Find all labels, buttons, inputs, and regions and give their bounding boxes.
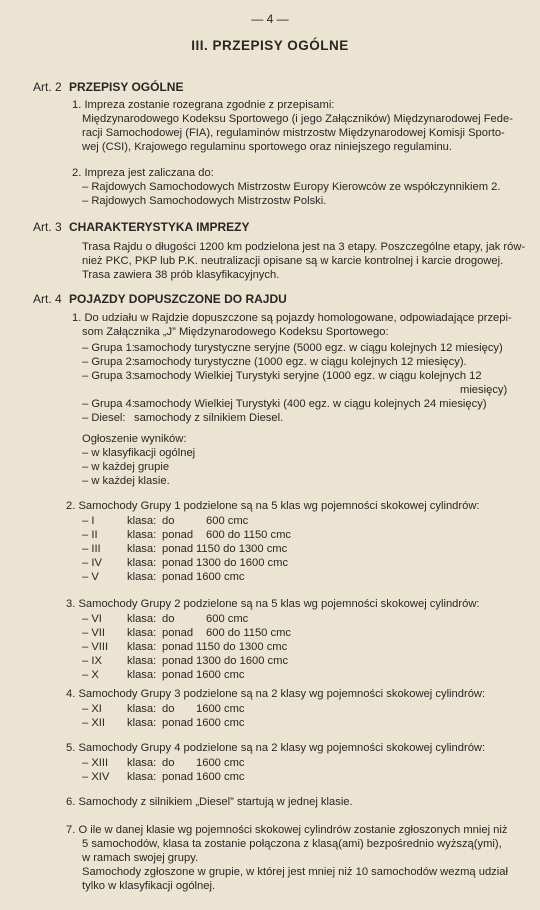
p4-heading: 4. Samochody Grupy 3 podzielone są na 2 klasy wg pojemności skokowej cylindrów: [66,688,486,700]
p3-heading: 3. Samochody Grupy 2 podzielone są na 5 klas wg pojemności skokowej cylindrów: [66,598,480,610]
class-roman: – XI [82,703,102,715]
art2-p2-line: – Rajdowych Samochodowych Mistrzostw Europy Kierowców ze współczynnikiem 2. [82,181,501,193]
class-klasa: klasa: [127,655,157,667]
class-roman: – III [82,543,101,555]
class-roman: – VIII [82,641,109,653]
results-item: – w klasyfikacji ogólnej [82,447,196,459]
class-cond: ponad [162,771,194,783]
class-klasa: klasa: [127,669,157,681]
class-cond: ponad [162,543,194,555]
p6-line: 6. Samochody z silnikiem „Diesel” startują w jednej klasie. [66,796,353,808]
art-title: POJAZDY DOPUSZCZONE DO RAJDU [69,292,287,306]
class-klasa: klasa: [127,757,157,769]
art4-heading [33,292,287,306]
group-label: – Grupa 1: [82,342,135,354]
group-label: – Grupa 2: [82,356,135,368]
art2-heading [33,80,183,94]
class-range: 1300 do 1600 cmc [196,655,289,667]
art4-p1-line: som Załącznika „J” Międzynarodowego Kodeksu Sportowego: [82,326,389,338]
group-label: – Diesel: [82,412,126,424]
class-cond: do [162,703,175,715]
class-range: 1150 do 1300 cmc [196,543,288,555]
art-number: Art. 3 [33,220,62,234]
results-heading: Ogłoszenie wyników: [82,433,187,445]
class-klasa: klasa: [127,627,157,639]
group-text: samochody turystyczne seryjne (5000 egz. w ciągu kolejnych 12 miesięcy) [134,342,503,354]
art2-p2-line: – Rajdowych Samochodowych Mistrzostw Polski. [82,195,327,207]
art-title: CHARAKTERYSTYKA IMPREZY [69,220,250,234]
class-klasa: klasa: [127,557,157,569]
class-klasa: klasa: [127,771,157,783]
class-roman: – XIV [82,771,110,783]
class-range: 600 do 1150 cmc [206,529,291,541]
art3-heading [33,220,249,234]
class-range: 600 cmc [206,515,249,527]
p5-heading: 5. Samochody Grupy 4 podzielone są na 2 klasy wg pojemności skokowej cylindrów: [66,742,486,754]
page-number: — 4 — [251,12,289,26]
art-number: Art. 4 [33,292,62,306]
art2-p1-line: 1. Impreza zostanie rozegrana zgodnie z przepisami: [72,99,335,111]
class-range: 1600 cmc [196,703,245,715]
group-label: – Grupa 3: [82,370,135,382]
class-roman: – IV [82,557,102,569]
group-label: – Grupa 4: [82,398,135,410]
class-klasa: klasa: [127,641,157,653]
group-text: samochody turystyczne (1000 egz. w ciągu kolejnych 12 miesięcy). [134,356,467,368]
art2-p1-line: wej (CSI), Krajowego regulaminu sportowego oraz niniejszego regulaminu. [82,141,452,153]
class-klasa: klasa: [127,703,157,715]
art-title: PRZEPISY OGÓLNE [69,80,184,94]
art3-line: Trasa Rajdu o długości 1200 km podzielona jest na 3 etapy. Poszczególne etapy, jak rów- [82,241,526,253]
class-range: 1600 cmc [196,757,245,769]
art2-p1-line: racji Samochodowej (FIA), regulaminów mistrzostw Międzynarodowej Komisji Sporto- [82,127,505,139]
class-cond: ponad [162,529,194,541]
p7-line: w ramach swojej grupy. [82,852,199,864]
p2-heading: 2. Samochody Grupy 1 podzielone są na 5 klas wg pojemności skokowej cylindrów: [66,500,480,512]
art-number: Art. 2 [33,80,62,94]
class-range: 1150 do 1300 cmc [196,641,288,653]
class-roman: – XII [82,717,106,729]
art2-p1-line: Międzynarodowego Kodeksu Sportowego (i jego Załączników) Międzynarodowej Fede- [82,113,513,125]
class-range: 600 do 1150 cmc [206,627,291,639]
section-title: III. PRZEPISY OGÓLNE [191,38,349,53]
art2-p2-line: 2. Impreza jest zaliczana do: [72,167,214,179]
class-cond: do [162,515,175,527]
class-range: 1600 cmc [196,571,245,583]
class-cond: ponad [162,669,194,681]
class-klasa: klasa: [127,543,157,555]
group-text: samochody Wielkiej Turystyki (400 egz. w ciągu kolejnych 24 miesięcy) [134,398,487,410]
p7-line: 5 samochodów, klasa ta zostanie połączona z klasą(ami) bezpośrednio wyższą(ymi), [82,838,502,850]
class-cond: ponad [162,717,194,729]
class-range: 1600 cmc [196,717,245,729]
class-klasa: klasa: [127,515,157,527]
p7-line: 7. O ile w danej klasie wg pojemności skokowej cylindrów zostanie zgłoszonych mniej niż [66,824,508,836]
art4-p1-line: 1. Do udziału w Rajdzie dopuszczone są pojazdy homologowane, odpowiadające przepi- [72,312,512,324]
group-text: miesięcy) [460,384,508,396]
class-roman: – XIII [82,757,109,769]
class-range: 600 cmc [206,613,249,625]
class-cond: ponad [162,557,194,569]
p7-line: tylko w klasyfikacji ogólnej. [82,880,216,892]
art3-line: Trasa zawiera 38 prób klasyfikacyjnych. [82,269,280,281]
class-cond: ponad [162,641,194,653]
class-cond: ponad [162,571,194,583]
class-klasa: klasa: [127,529,157,541]
class-roman: – VII [82,627,106,639]
group-text: samochody z silnikiem Diesel. [134,412,284,424]
art3-line: nież PKC, PKP lub P.K. neutralizacji opisane są w karcie kontrolnej i karcie drogowej. [82,255,504,267]
results-item: – w każdej klasie. [82,475,170,487]
p7-line: Samochody zgłoszone w grupie, w której jest mniej niż 10 samochodów wezmą udział [82,866,508,878]
class-roman: – X [82,669,99,681]
group-text: samochody Wielkiej Turystyki seryjne (1000 egz. w ciągu kolejnych 12 [134,370,482,382]
class-range: 1300 do 1600 cmc [196,557,289,569]
class-roman: – V [82,571,99,583]
class-roman: – VI [82,613,102,625]
class-cond: do [162,757,175,769]
class-cond: do [162,613,175,625]
class-klasa: klasa: [127,571,157,583]
class-cond: ponad [162,655,194,667]
class-roman: – I [82,515,95,527]
class-roman: – II [82,529,98,541]
class-cond: ponad [162,627,194,639]
class-range: 1600 cmc [196,771,245,783]
class-klasa: klasa: [127,613,157,625]
results-item: – w każdej grupie [82,461,170,473]
class-range: 1600 cmc [196,669,245,681]
class-klasa: klasa: [127,717,157,729]
class-roman: – IX [82,655,102,667]
